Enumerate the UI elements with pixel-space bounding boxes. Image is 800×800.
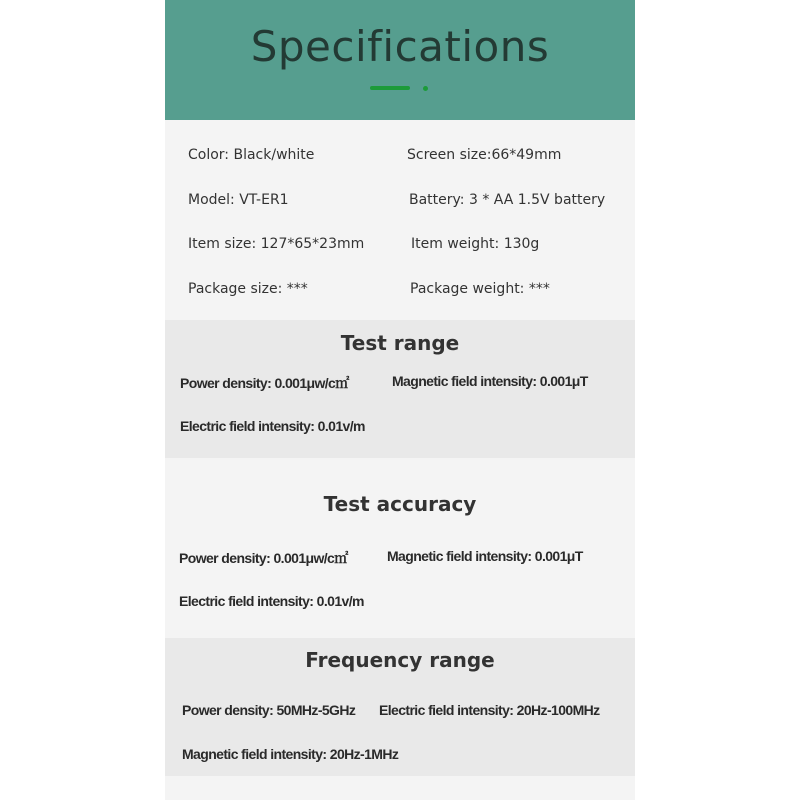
frequency-range-section: [165, 638, 635, 776]
test-accuracy-title: Test accuracy: [323, 492, 477, 516]
title-underline-dot: [423, 86, 428, 91]
test-range-section: [165, 320, 635, 458]
test-accuracy-magnetic: Magnetic field intensity: 0.001μT: [387, 548, 583, 564]
spec-item-weight: Item weight: 130g: [411, 236, 540, 252]
spec-item-size: Item size: 127*65*23mm: [188, 236, 365, 252]
frequency-range-electric: Electric field intensity: 20Hz-100MHz: [379, 702, 600, 718]
frequency-range-magnetic: Magnetic field intensity: 20Hz-1MHz: [182, 746, 399, 762]
page-title: Specifications: [250, 22, 550, 71]
bottom-strip: [165, 776, 635, 800]
test-range-power: Power density: 0.001μw/c㎡: [180, 375, 349, 391]
basic-specs-section: [165, 120, 635, 320]
test-accuracy-section: [165, 458, 635, 638]
spec-package-size: Package size: ***: [188, 281, 308, 297]
test-range-title: Test range: [340, 331, 460, 355]
spec-screen-size: Screen size:66*49mm: [407, 147, 562, 163]
test-accuracy-power: Power density: 0.001μw/c㎡: [179, 550, 348, 566]
spec-package-weight: Package weight: ***: [410, 281, 550, 297]
spec-battery: Battery: 3 * AA 1.5V battery: [409, 192, 606, 208]
spec-color: Color: Black/white: [188, 147, 315, 163]
title-underline-dash: [370, 86, 410, 90]
test-accuracy-electric: Electric field intensity: 0.01v/m: [179, 593, 364, 609]
test-range-magnetic: Magnetic field intensity: 0.001μT: [392, 373, 588, 389]
frequency-range-power: Power density: 50MHz-5GHz: [182, 702, 356, 718]
spec-model: Model: VT-ER1: [188, 192, 289, 208]
frequency-range-title: Frequency range: [305, 648, 495, 672]
specifications-header: [165, 0, 635, 120]
test-range-electric: Electric field intensity: 0.01v/m: [180, 418, 365, 434]
